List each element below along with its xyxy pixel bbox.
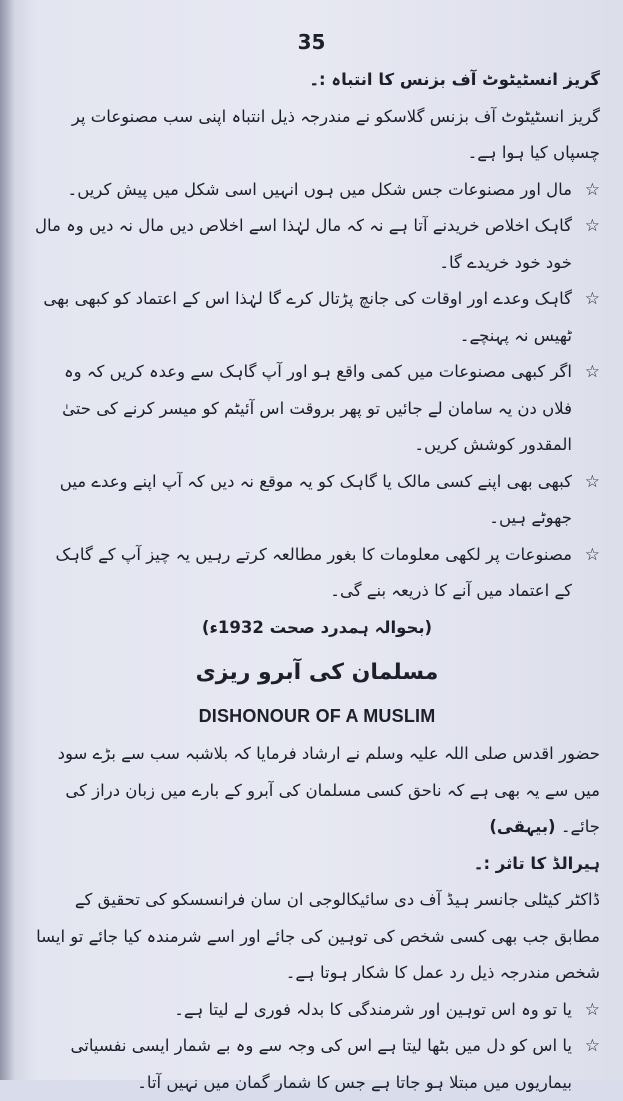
bullet-text: مال اور مصنوعات جس شکل میں ہوں انہیں اسی شکل میں پیش کریں۔ (68, 180, 572, 199)
intro-paragraph: گریز انسٹیٹوٹ آف بزنس گلاسکو نے مندرجہ ذیل انتباہ اپنی سب مصنوعات پر چسپاں کیا ہوا ہے۔ (34, 99, 600, 172)
star-bullet-icon: ☆ (585, 281, 600, 318)
binding-shadow (0, 0, 14, 1080)
section-title-english: DISHONOUR OF A MUSLIM (34, 696, 600, 736)
citation: (بحوالہ ہمدرد صحت 1932ء) (34, 610, 600, 647)
bullet-item (34, 172, 600, 209)
bullet-item (34, 208, 600, 281)
bullet-item (34, 354, 600, 464)
bullet-item (34, 537, 600, 610)
section-title-urdu: مسلمان کی آبرو ریزی (34, 650, 600, 696)
bullet-item (34, 281, 600, 354)
bullet-text: یا تو وہ اس توہین اور شرمندگی کا بدلہ فوری لے لیتا ہے۔ (174, 1000, 572, 1019)
page-number: 35 (0, 30, 623, 54)
bullet-text: کبھی بھی اپنے کسی مالک یا گاہک کو یہ موقع نہ دیں کہ آپ اپنے وعدے میں جھوٹے ہیں۔ (60, 472, 572, 528)
hadith-paragraph (34, 736, 600, 846)
star-bullet-icon: ☆ (585, 208, 600, 245)
bullet-item (34, 1028, 600, 1101)
bullet-item (34, 464, 600, 537)
research-paragraph: ڈاکٹر کیٹلی جانسر ہیڈ آف دی سائیکالوجی ان سان فرانسسکو کی تحقیق کے مطابق جب بھی کسی شخص کی توہین کی جائے اور اسے شرمندہ کیا جائے تو ایسا شخص مندرجہ ذیل رد عمل کا شکار ہوتا ہے۔ (34, 882, 600, 992)
bullet-text: مصنوعات پر لکھی معلومات کا بغور مطالعہ کرتے رہیں یہ چیز آپ کے گاہک کے اعتماد میں آنے کا ذریعہ بنے گی۔ (56, 545, 573, 601)
star-bullet-icon: ☆ (585, 172, 600, 209)
heading-harold: ہیرالڈ کا تاثر :۔ (34, 846, 600, 883)
bullet-text: اگر کبھی مصنوعات میں کمی واقع ہو اور آپ گاہک سے وعدہ کریں کہ وہ فلاں دن یہ سامان لے جائیں تو پھر بروقت اس آئیٹم کو میسر کرنے کی حتیٰ المقدور کوشش کریں۔ (62, 362, 572, 454)
bullet-text: گاہک وعدے اور اوقات کی جانچ پڑتال کرے گا لہٰذا اس کے اعتماد کو کبھی بھی ٹھیس نہ پہنچے۔ (43, 289, 572, 345)
bullet-text: گاہک اخلاص خریدنے آتا ہے نہ کہ مال لہٰذا اسے اخلاص دیں مال نہ دیں وہ مال خود خود خریدے گا۔ (35, 216, 572, 272)
star-bullet-icon: ☆ (585, 992, 600, 1029)
star-bullet-icon: ☆ (585, 354, 600, 391)
heading-greys-warning: گریز انسٹیٹوٹ آف بزنس کا انتباہ :۔ (34, 62, 600, 99)
warning-bullet-list (34, 172, 600, 610)
hadith-reference: (بیہقی) (489, 817, 555, 836)
bullet-text: یا اس کو دل میں بٹھا لیتا ہے اس کی وجہ سے وہ بے شمار ایسی نفسیاتی بیماریوں میں مبتلا ہو جاتا ہے جس کا شمار گمان میں نہیں آتا۔ (71, 1036, 573, 1092)
page-content (34, 62, 600, 1101)
star-bullet-icon: ☆ (585, 1028, 600, 1065)
star-bullet-icon: ☆ (585, 537, 600, 574)
star-bullet-icon: ☆ (585, 464, 600, 501)
reaction-bullet-list (34, 992, 600, 1101)
bullet-item (34, 992, 600, 1029)
hadith-text: حضور اقدس صلی اللہ علیہ وسلم نے ارشاد فرمایا کہ بلاشبہ سب سے بڑے سود میں سے یہ بھی ہے کہ ناحق کسی مسلمان کی آبرو کے بارے میں زبان دراز کی جائے۔ (58, 744, 600, 836)
